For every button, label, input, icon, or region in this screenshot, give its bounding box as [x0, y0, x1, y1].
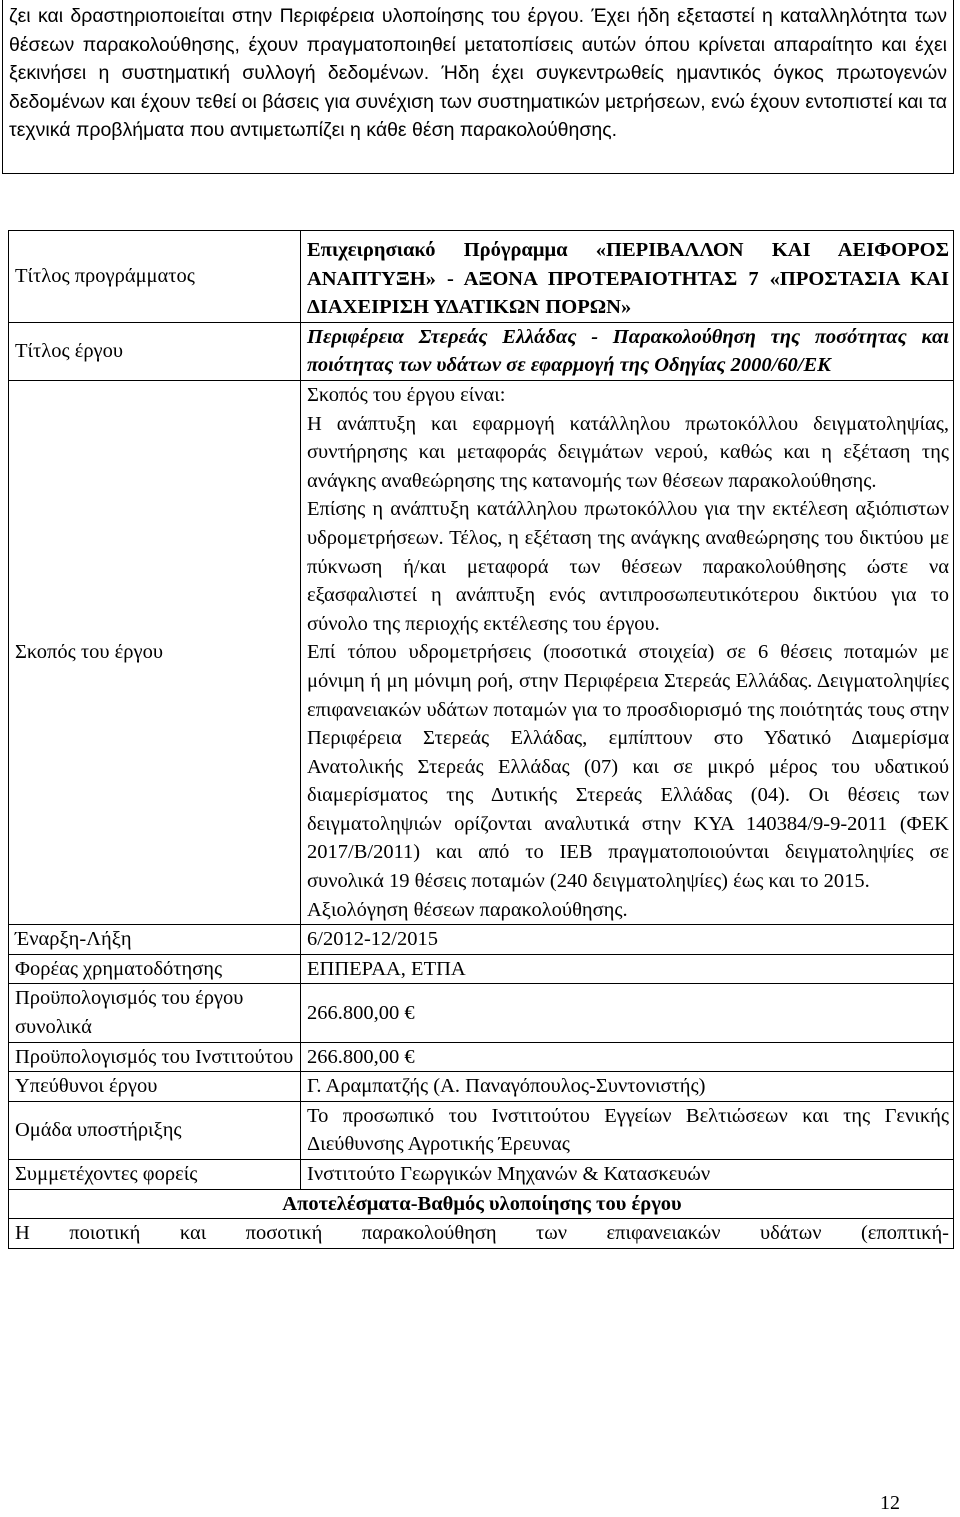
- partners-value: Ινστιτούτο Γεωργικών Μηχανών & Κατασκευών: [301, 1160, 954, 1190]
- support-value: Το προσωπικό του Ινστιτούτου Εγγείων Βελτιώσεων και της Γενικής Διεύθυνσης Αγροτικής Έρευνας: [301, 1101, 954, 1159]
- responsible-value: Γ. Αραμπατζής (Α. Παναγόπουλος-Συντονιστής): [301, 1072, 954, 1102]
- table-row: [9, 1072, 954, 1102]
- table-row: [9, 322, 954, 380]
- budget-total-value: 266.800,00 €: [301, 984, 954, 1042]
- purpose-label: Σκοπός του έργου: [9, 380, 301, 924]
- results-heading: Αποτελέσματα-Βαθμός υλοποίησης του έργου: [9, 1189, 954, 1219]
- funding-value: ΕΠΠΕΡΑΑ, ΕΤΠΑ: [301, 954, 954, 984]
- table-row: [9, 1160, 954, 1190]
- purpose-line: Αξιολόγηση θέσεων παρακολούθησης.: [307, 898, 628, 921]
- table-row: [9, 925, 954, 955]
- table-row: [9, 380, 954, 924]
- budget-total-label: Προϋπολογισμός του έργου συνολικά: [9, 984, 301, 1042]
- results-text: Η ποιοτική και ποσοτική παρακολούθηση των επιφανειακών υδάτων (εποπτική-: [9, 1219, 954, 1249]
- program-title-label: Τίτλος προγράμματος: [9, 231, 301, 323]
- table-row: [9, 984, 954, 1042]
- project-title-label: Τίτλος έργου: [9, 322, 301, 380]
- table-row: [9, 1189, 954, 1219]
- purpose-line: Επί τόπου υδρομετρήσεις (ποσοτικά στοιχεία) σε 6 θέσεις ποταμών με μόνιμη ή μη μόνιμη ροή, στην Περιφέρεια Στερεάς Ελλάδας. Δειγματοληψίες επιφανειακών υδάτων ποταμών για το προσδιορισμό της ποιότητάς τους στην Περιφέρεια Στερεάς Ελλάδας, εμπίπτουν στο Υδατικό Διαμερίσμα Ανατολικής Στερεάς Ελλάδας (07) και σε μικρό μέρος του υδατικού διαμερίσματος της Δυτικής Στερεάς Ελλάδας (04). Οι θέσεις των δειγματοληψιών ορίζονται αναλυτικά στην ΚΥΑ 140384/9-9-2011 (ΦΕΚ 2017/Β/2011) και από το ΙΕΒ πραγματοποιούνται δειγματοληψίες σε συνολικά 19 θέσεις ποταμών (240 δειγματοληψίες) έως και το 2015.: [307, 641, 949, 893]
- budget-institute-label: Προϋπολογισμός του Ινστιτούτου: [9, 1042, 301, 1072]
- partners-label: Συμμετέχοντες φορείς: [9, 1160, 301, 1190]
- support-label: Ομάδα υποστήριξης: [9, 1101, 301, 1159]
- project-info-table: [8, 230, 954, 1249]
- start-end-value: 6/2012-12/2015: [301, 925, 954, 955]
- responsible-label: Υπεύθυνοι έργου: [9, 1072, 301, 1102]
- table-row: [9, 1042, 954, 1072]
- purpose-line: Επίσης η ανάπτυξη κατάλληλου πρωτοκόλλου για την εκτέλεση αξιόπιστων υδρομετρήσεων. Τέλος, η εξέταση της ανάγκης αναθεώρησης του δικτύου με πύκνωση ή/και μεταφορά των θέσεων παρακολούθησης ώστε να εξασφαλιστεί η ανάπτυξη ενός αντιπροσωπευτικότερου δικτύου για το σύνολο της περιοχής εκτέλεσης του έργου.: [307, 498, 949, 635]
- funding-label: Φορέας χρηματοδότησης: [9, 954, 301, 984]
- purpose-line: Η ανάπτυξη και εφαρμογή κατάλληλου πρωτοκόλλου δειγματοληψίας, συντήρησης και μεταφοράς δειγμάτων νερού, καθώς και η εξέταση της ανάγκης αναθεώρησης της κατανομής των θέσεων παρακολούθησης.: [307, 412, 949, 492]
- program-title-value: Επιχειρησιακό Πρόγραμμα «ΠΕΡΙΒΑΛΛΟΝ ΚΑΙ ΑΕΙΦΟΡΟΣ ΑΝΑΠΤΥΞΗ» - ΑΞΟΝΑ ΠΡΟΤΕΡΑΙΟΤΗΤΑΣ 7 «ΠΡΟΣΤΑΣΙΑ ΚΑΙ ΔΙΑΧΕΙΡΙΣΗ ΥΔΑΤΙΚΩΝ ΠΟΡΩΝ»: [301, 231, 954, 323]
- table-row: [9, 954, 954, 984]
- intro-paragraph-box: [2, 0, 954, 174]
- purpose-line: Σκοπός του έργου είναι:: [307, 383, 506, 406]
- page-number: 12: [880, 1492, 900, 1514]
- budget-institute-value: 266.800,00 €: [301, 1042, 954, 1072]
- purpose-value: [301, 380, 954, 924]
- table-row: [9, 1101, 954, 1159]
- intro-paragraph: ζει και δραστηριοποιείται στην Περιφέρεια υλοποίησης του έργου. Έχει ήδη εξεταστεί η καταλληλότητα των θέσεων παρακολούθησης, έχουν πραγματοποιηθεί μετατοπίσεις αυτών όπου κρίνεται απαραίτητο και έχει ξεκινήσει η συστηματική συλλογή δεδομένων. Ήδη έχει συγκεντρωθείς ημαντικός όγκος πρωτογενών δεδομένων και έχουν τεθεί οι βάσεις για συνέχιση των συστηματικών μετρήσεων, ενώ έχουν εντοπιστεί και τα τεχνικά προβλήματα που αντιμετωπίζει η κάθε θέση παρακολούθησης.: [9, 5, 947, 141]
- start-end-label: Έναρξη-Λήξη: [9, 925, 301, 955]
- table-row: [9, 1219, 954, 1249]
- table-row: [9, 231, 954, 323]
- project-title-value: Περιφέρεια Στερεάς Ελλάδας - Παρακολούθηση της ποσότητας και ποιότητας των υδάτων σε εφαρμογή της Οδηγίας 2000/60/ΕΚ: [301, 322, 954, 380]
